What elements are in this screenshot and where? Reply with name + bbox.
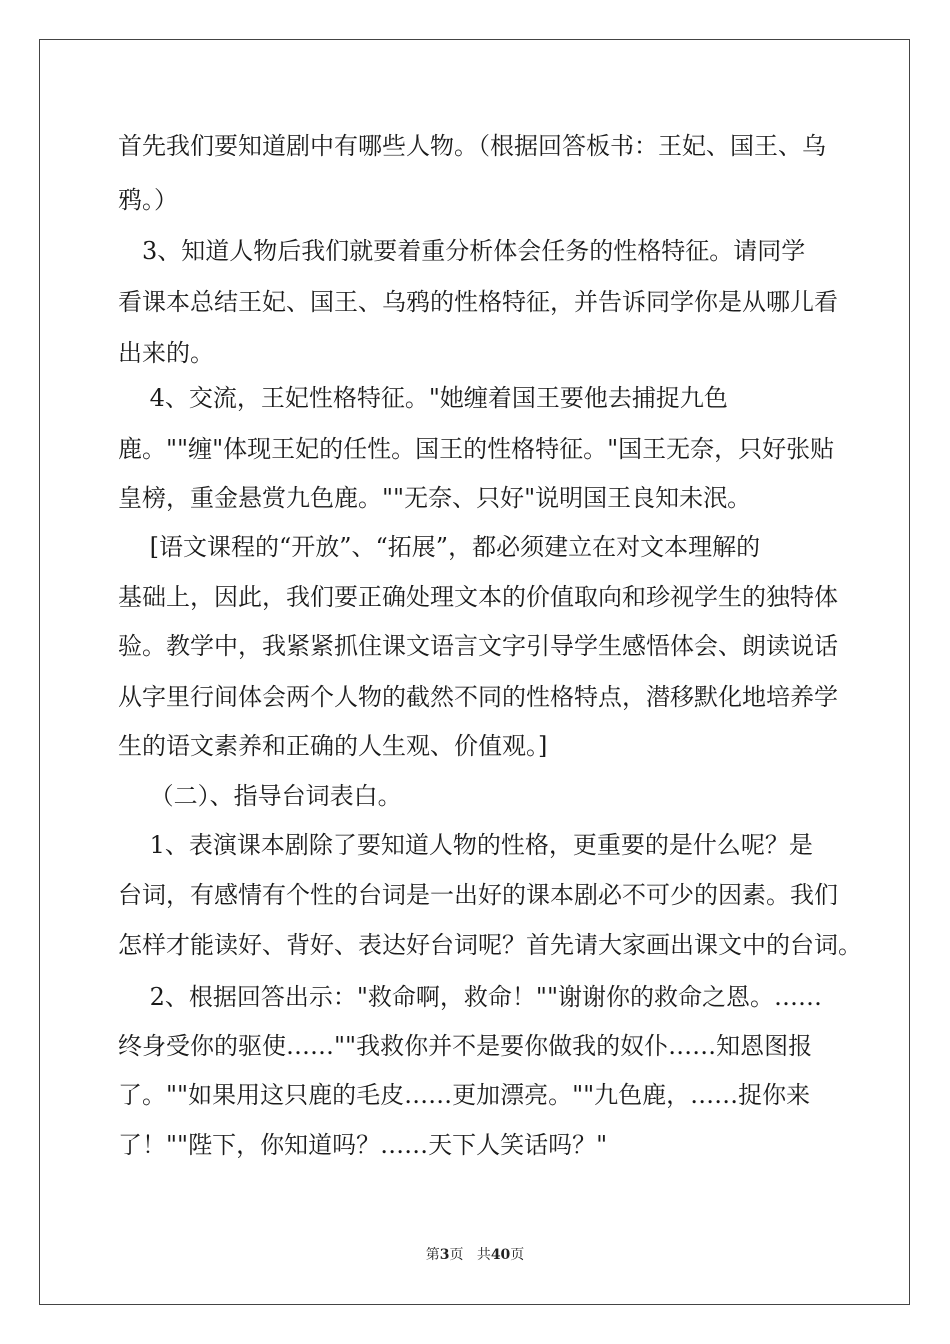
text-line: 鸦。） <box>118 186 178 214</box>
text-line: 4、交流，王妃性格特征。"她缠着国王要他去捕捉九色 <box>118 384 728 412</box>
text-line: 基础上，因此，我们要正确处理文本的价值取向和珍视学生的独特体 <box>118 583 838 611</box>
text-line: 1、表演课本剧除了要知道人物的性格，更重要的是什么呢？是 <box>118 831 813 859</box>
current-page-number: 3 <box>439 1247 450 1263</box>
text-line: （二）、指导台词表白。 <box>118 782 402 810</box>
text-line: 3、知道人物后我们就要着重分析体会任务的性格特征。请同学 <box>118 237 806 265</box>
footer-page-unit: 页 <box>449 1247 464 1263</box>
text-line: 皇榜，重金悬赏九色鹿。""无奈、只好"说明国王良知未泯。 <box>118 484 752 512</box>
text-line: 怎样才能读好、背好、表达好台词呢？首先请大家画出课文中的台词。 <box>118 931 862 959</box>
footer-prefix: 第 <box>425 1247 440 1263</box>
footer-total-prefix: 共 <box>476 1247 491 1263</box>
page-footer <box>0 1246 950 1264</box>
text-line: 鹿。""缠"体现王妃的任性。国王的性格特征。"国王无奈，只好张贴 <box>118 435 835 463</box>
text-line: 生的语文素养和正确的人生观、价值观。] <box>118 732 548 760</box>
text-line: 从字里行间体会两个人物的截然不同的性格特点，潜移默化地培养学 <box>118 683 838 711</box>
text-line: 终身受你的驱使……""我救你并不是要你做我的奴仆……知恩图报 <box>118 1032 813 1060</box>
text-line: 了！""陛下，你知道吗？……天下人笑话吗？" <box>118 1131 608 1159</box>
text-line: 看课本总结王妃、国王、乌鸦的性格特征，并告诉同学你是从哪儿看 <box>118 288 838 316</box>
footer-total-unit: 页 <box>510 1247 525 1263</box>
text-line: 了。""如果用这只鹿的毛皮……更加漂亮。""九色鹿，……捉你来 <box>118 1081 811 1109</box>
text-line: 首先我们要知道剧中有哪些人物。（根据回答板书：王妃、国王、乌 <box>118 132 826 160</box>
text-line: [语文课程的“开放”、“拓展”，都必须建立在对文本理解的 <box>118 533 761 561</box>
text-line: 2、根据回答出示："救命啊，救命！""谢谢你的救命之恩。…… <box>118 983 823 1011</box>
total-page-count: 40 <box>490 1247 511 1263</box>
text-line: 出来的。 <box>118 339 214 367</box>
text-line: 验。教学中，我紧紧抓住课文语言文字引导学生感悟体会、朗读说话 <box>118 632 838 660</box>
text-line: 台词，有感情有个性的台词是一出好的课本剧必不可少的因素。我们 <box>118 881 838 909</box>
page-border <box>39 39 910 1305</box>
